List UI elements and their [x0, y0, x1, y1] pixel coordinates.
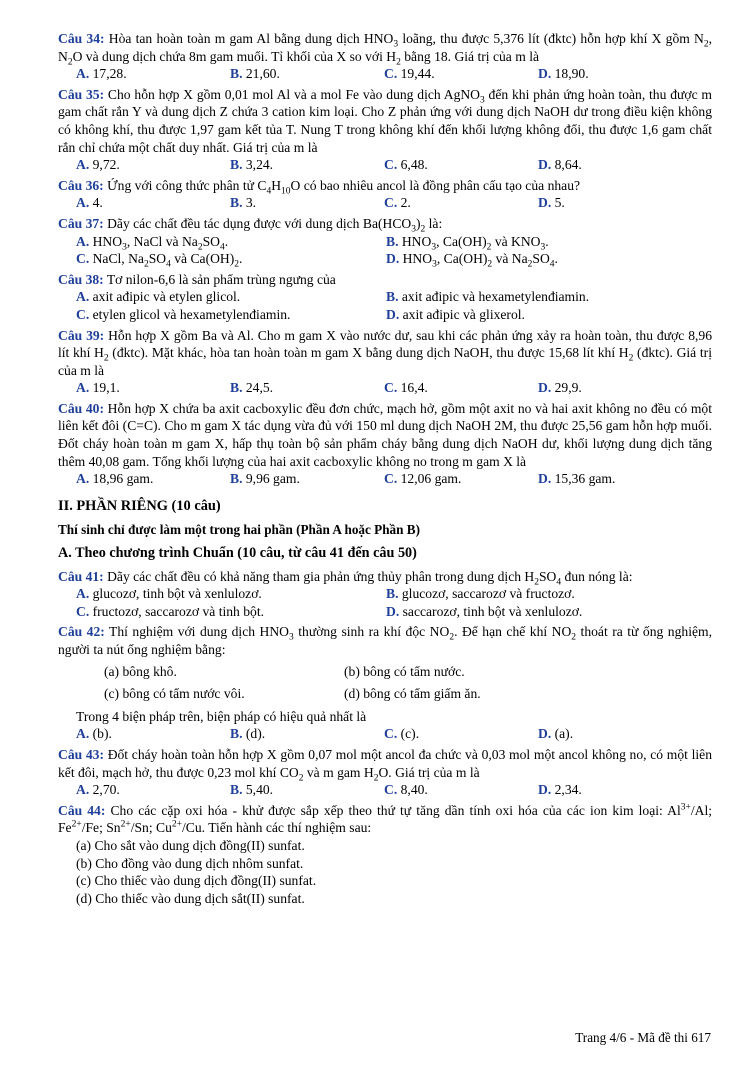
section-note: Thí sinh chỉ được làm một trong hai phần (Phần A hoặc Phần B) — [58, 522, 420, 538]
option-d: D. 29,9. — [538, 380, 582, 396]
option-b: B. 5,40. — [230, 782, 274, 798]
option-d: D. saccarozơ, tinh bột và xenlulozơ. — [386, 603, 583, 619]
question-41 — [58, 568, 712, 621]
question-40 — [58, 400, 712, 488]
question-39-stem: Câu 39: Hỗn hợp X gồm Ba và Al. Cho m gam X vào nước dư, sau khi các phản ứng xảy ra hoàn toàn, thu được 8,96 lít khí $H_2$ (đktc). Mặt khác, hòa tan hoàn toàn m gam X bằng dung dịch NaOH, thu được 15,68 lít khí $H_2$ (đktc). Giá trị của m là — [58, 327, 712, 378]
method-row: (a) bông khô. (b) bông có tẩm nước. — [104, 663, 465, 679]
question-38-stem: Câu 38: Tơ nilon-6,6 là sản phẩm trùng ngưng của — [58, 271, 336, 287]
page-footer: Trang 4/6 - Mã đề thi 617 — [575, 1030, 711, 1045]
option-a: A. glucozơ, tinh bột và xenlulozơ. — [76, 586, 262, 602]
question-42-prompt: Trong 4 biện pháp trên, biện pháp có hiệu quả nhất là — [76, 708, 367, 724]
question-42-stem: Câu 42: Thí nghiệm với dung dịch $HNO_3$ thường sinh ra khí độc $NO_2$. Để hạn chế khí $NO_2$ thoát ra từ ống nghiệm, người ta nút ống nghiệm bằng: — [58, 624, 712, 657]
question-37 — [58, 215, 712, 268]
option-c: C. 12,06 gam. — [384, 471, 462, 487]
question-40-stem: Câu 40: Hỗn hợp X chứa ba axit cacboxylic đều đơn chức, mạch hở, gồm một axit no và hai axit không no đều có một liên kết đôi (C=C). Cho m gam X tác dụng vừa đủ với 150 ml dung dịch NaOH 2M, thu được 25,56 gam hỗn hợp muối. Đốt cháy hoàn toàn m gam X, hấp thụ toàn bộ sản phẩm cháy bằng dung dịch NaOH dư, khối lượng dung dịch tăng thêm 40,08 gam. Tổng khối lượng của hai axit cacboxylic không no trong m gam X là — [58, 400, 712, 469]
answer-options — [58, 233, 712, 268]
option-d: D. (a). — [538, 726, 574, 742]
option-c: C. 6,48. — [384, 157, 428, 173]
option-c: C. 2. — [384, 195, 411, 211]
method-row: (c) bông có tẩm nước vôi. (d) bông có tẩm giấm ăn. — [104, 686, 481, 702]
option-c: C. 8,40. — [384, 782, 428, 798]
question-34 — [58, 30, 712, 83]
option-d: D. 5. — [538, 195, 565, 211]
option-c: C. 16,4. — [384, 380, 428, 396]
question-number: Câu 42: — [58, 624, 105, 640]
option-a: A. (b). — [76, 726, 112, 742]
experiment-item: (b) Cho đồng vào dung dịch nhôm sunfat. — [76, 855, 304, 871]
option-b: B. 3,24. — [230, 157, 274, 173]
question-43-stem: Câu 43: Đốt cháy hoàn toàn hỗn hợp X gồm 0,07 mol một ancol đa chức và 0,03 mol một ancol không no, có một liên kết đôi, mạch hở, thu được 0,23 mol khí $CO_2$ và m gam $H_2O$. Giá trị của m là — [58, 746, 712, 784]
question-43 — [58, 746, 712, 799]
question-number: Câu 43: — [58, 746, 104, 762]
option-a: A. 2,70. — [76, 782, 120, 798]
exam-page — [58, 30, 712, 910]
question-number: Câu 38: — [58, 271, 104, 287]
option-b: B. 24,5. — [230, 380, 274, 396]
question-number: Câu 36: — [58, 177, 104, 193]
option-c: C. fructozơ, saccarozơ và tinh bột. — [76, 603, 265, 619]
question-38 — [58, 271, 712, 324]
question-number: Câu 35: — [58, 86, 105, 102]
answer-options — [58, 725, 712, 743]
option-c: C. 19,44. — [384, 66, 435, 82]
answer-options — [58, 194, 712, 212]
question-41-stem: Câu 41: Dãy các chất đều có khả năng tham gia phản ứng thủy phân trong dung dịch $H_2SO_4$ đun nóng là: — [58, 568, 633, 588]
option-b: B. axit ađipic và hexametylenđiamin. — [386, 289, 590, 305]
part-a-title: A. Theo chương trình Chuẩn (10 câu, từ câu 41 đến câu 50) — [58, 545, 417, 562]
question-36-stem: Câu 36: Ứng với công thức phân tử $C_4H_{10}O$ có bao nhiêu ancol là đồng phân cấu tạo của nhau? — [58, 177, 581, 197]
answer-options — [58, 470, 712, 488]
question-36 — [58, 177, 712, 212]
option-b: B. (d). — [230, 726, 266, 742]
option-c: C. (c). — [384, 726, 420, 742]
option-d: D. 2,34. — [538, 782, 582, 798]
question-number: Câu 39: — [58, 327, 105, 343]
question-42 — [58, 623, 712, 743]
option-c: C. etylen glicol và hexametylenđiamin. — [76, 306, 291, 322]
option-b: B. 9,96 gam. — [230, 471, 300, 487]
option-d: D. 8,64. — [538, 157, 582, 173]
option-a: A. $HNO_3$, NaCl và $Na_2SO_4$. — [76, 233, 229, 253]
question-37-stem: Câu 37: Dãy các chất đều tác dụng được với dung dịch $Ba(HCO_3)_2$ là: — [58, 215, 443, 235]
question-number: Câu 40: — [58, 400, 104, 416]
option-a: A. 19,1. — [76, 380, 120, 396]
answer-options — [58, 781, 712, 799]
answer-options — [58, 585, 712, 620]
option-d: D. 15,36 gam. — [538, 471, 616, 487]
experiment-item: (a) Cho sắt vào dung dịch đồng(II) sunfat. — [76, 837, 305, 853]
option-b: B. 3. — [230, 195, 257, 211]
experiment-item: (c) Cho thiếc vào dung dịch đồng(II) sunfat. — [76, 873, 317, 889]
option-a: A. 17,28. — [76, 66, 127, 82]
option-b: B. 21,60. — [230, 66, 280, 82]
option-a: A. 9,72. — [76, 157, 120, 173]
option-d: D. 18,90. — [538, 66, 589, 82]
answer-options — [58, 156, 712, 174]
question-44 — [58, 802, 712, 908]
question-number: Câu 37: — [58, 215, 104, 231]
question-39 — [58, 327, 712, 397]
question-number: Câu 41: — [58, 568, 104, 584]
answer-options — [58, 288, 712, 323]
question-number: Câu 34: — [58, 31, 105, 46]
question-35-stem: Câu 35: Cho hỗn hợp X gồm 0,01 mol Al và a mol Fe vào dung dịch AgNO$_3$ đến khi phản ứng hoàn toàn, thu được m gam chất rắn Y và dung dịch Z chứa 3 cation kim loại. Cho Z phản ứng với dung dịch NaOH dư trong điều kiện không có không khí, thu được 1,97 gam kết tủa T. Nung T trong không khí đến khối lượng không đổi, thu được 1,6 gam chất rắn chỉ chứa một chất duy nhất. Giá trị của m là — [58, 86, 712, 155]
answer-options — [58, 65, 712, 83]
option-d: D. $HNO_3$, $Ca(OH)_2$ và $Na_2SO_4$. — [386, 251, 558, 270]
option-b: B. $HNO_3$, $Ca(OH)_2$ và $KNO_3$. — [386, 233, 549, 253]
option-d: D. axit ađipic và glixerol. — [386, 306, 525, 322]
answer-options — [58, 379, 712, 397]
experiment-item: (d) Cho thiếc vào dung dịch sắt(II) sunfat. — [76, 890, 305, 906]
option-a: A. axit ađipic và etylen glicol. — [76, 289, 241, 305]
question-34-stem: Câu 34: Hòa tan hoàn toàn m gam Al bằng dung dịch $HNO_3$ loãng, thu được 5,376 lít (đktc) hỗn hợp khí X gồm $N_2$, $N_2O$ và dung dịch chứa 8m gam muối. Tỉ khối của X so với $H_2$ bằng 18. Giá trị của m là — [58, 31, 713, 68]
question-44-stem: Câu 44: Cho các cặp oxi hóa - khử được sắp xếp theo thứ tự tăng dần tính oxi hóa của các ion kim loại: $Al^{3+}/Al$; $Fe^{2+}/Fe$; $Sn^{2+}/Sn$; $Cu^{2+}/Cu$. Tiến hành các thí nghiệm sau: — [58, 802, 712, 836]
option-c: C. NaCl, $Na_2SO_4$ và $Ca(OH)_2$. — [76, 251, 243, 270]
question-35 — [58, 86, 712, 174]
option-a: A. 4. — [76, 195, 103, 211]
option-a: A. 18,96 gam. — [76, 471, 154, 487]
section-title: II. PHẦN RIÊNG (10 câu) — [58, 497, 221, 514]
option-b: B. glucozơ, saccarozơ và fructozơ. — [386, 586, 575, 602]
question-number: Câu 44: — [58, 802, 106, 818]
